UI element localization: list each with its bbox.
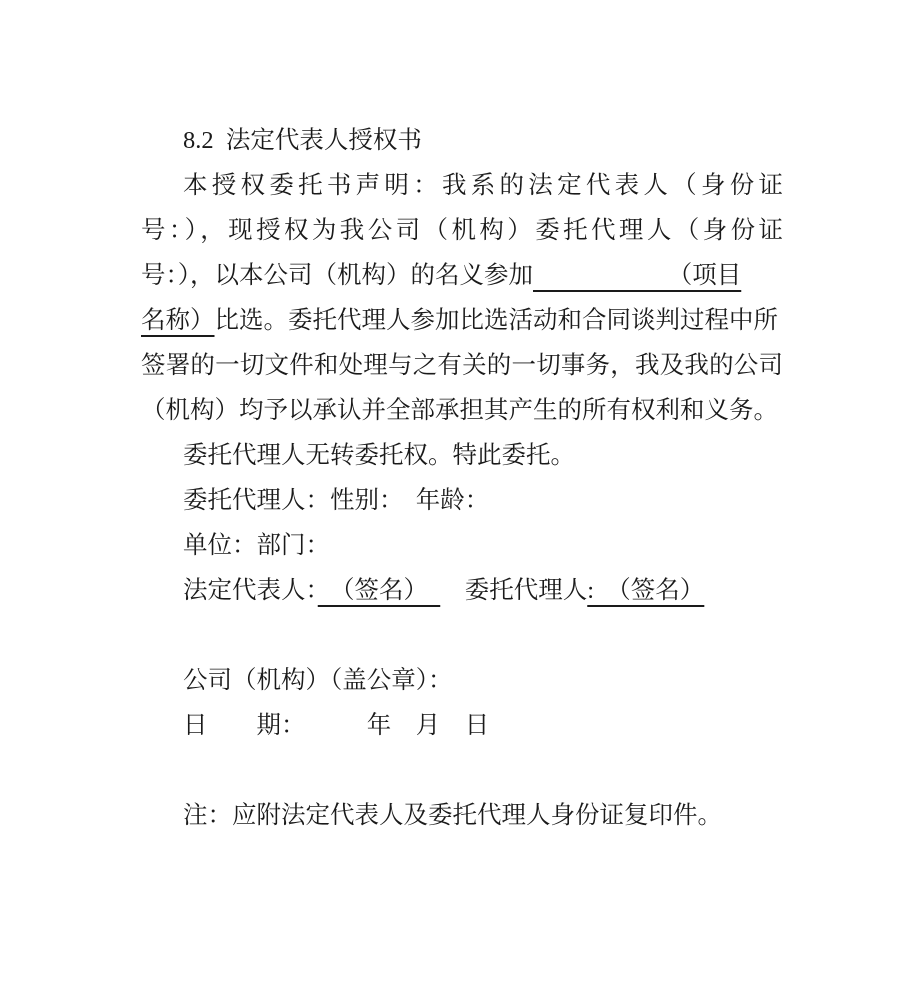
authorization-letter (141, 118, 783, 838)
para1-line4 (141, 298, 783, 343)
signature-separator (440, 577, 465, 604)
agent-info-line: 委托代理人：性别： 年龄： (183, 487, 490, 514)
date-line: 日 期： 年 月 日 (183, 712, 490, 739)
blank-line (141, 613, 783, 658)
project-name-blank-underline: （项目 (533, 262, 742, 289)
para1-line4-text: 比选。委托代理人参加比选活动和合同谈判过程中所 (214, 307, 778, 334)
project-name-underline-continuation: 名称） (141, 307, 215, 334)
signature-line (141, 568, 783, 613)
para1-line1: 本授权委托书声明：我系的法定代表人（身份证 (183, 172, 783, 199)
unit-department-line: 单位：部门： (183, 532, 330, 559)
agent-signature-blank: : （签名） (587, 577, 705, 604)
para1-line5: 签署的一切文件和处理与之有关的一切事务，我及我的公司 (141, 352, 783, 379)
para2-no-subdelegation: 委托代理人无转委托权。特此委托。 (183, 442, 575, 469)
legal-rep-label: 法定代表人： (183, 577, 318, 604)
blank-line (141, 748, 783, 793)
section-heading: 8.2 法定代表人授权书 (183, 127, 422, 154)
para1-line2: 号：），现授权为我公司（机构）委托代理人（身份证 (141, 217, 783, 244)
legal-rep-signature-blank: （签名） (317, 577, 441, 604)
note-line: 注：应附法定代表人及委托代理人身份证复印件。 (183, 802, 722, 829)
company-seal-line: 公司（机构）（盖公章）： (183, 667, 453, 694)
para1-line3-text: 号：），以本公司（机构）的名义参加 (141, 262, 533, 289)
para1-line6: （机构）均予以承认并全部承担其产生的所有权利和义务。 (141, 397, 778, 424)
agent-label: 委托代理人 (464, 577, 588, 604)
para1-line3 (141, 253, 783, 298)
